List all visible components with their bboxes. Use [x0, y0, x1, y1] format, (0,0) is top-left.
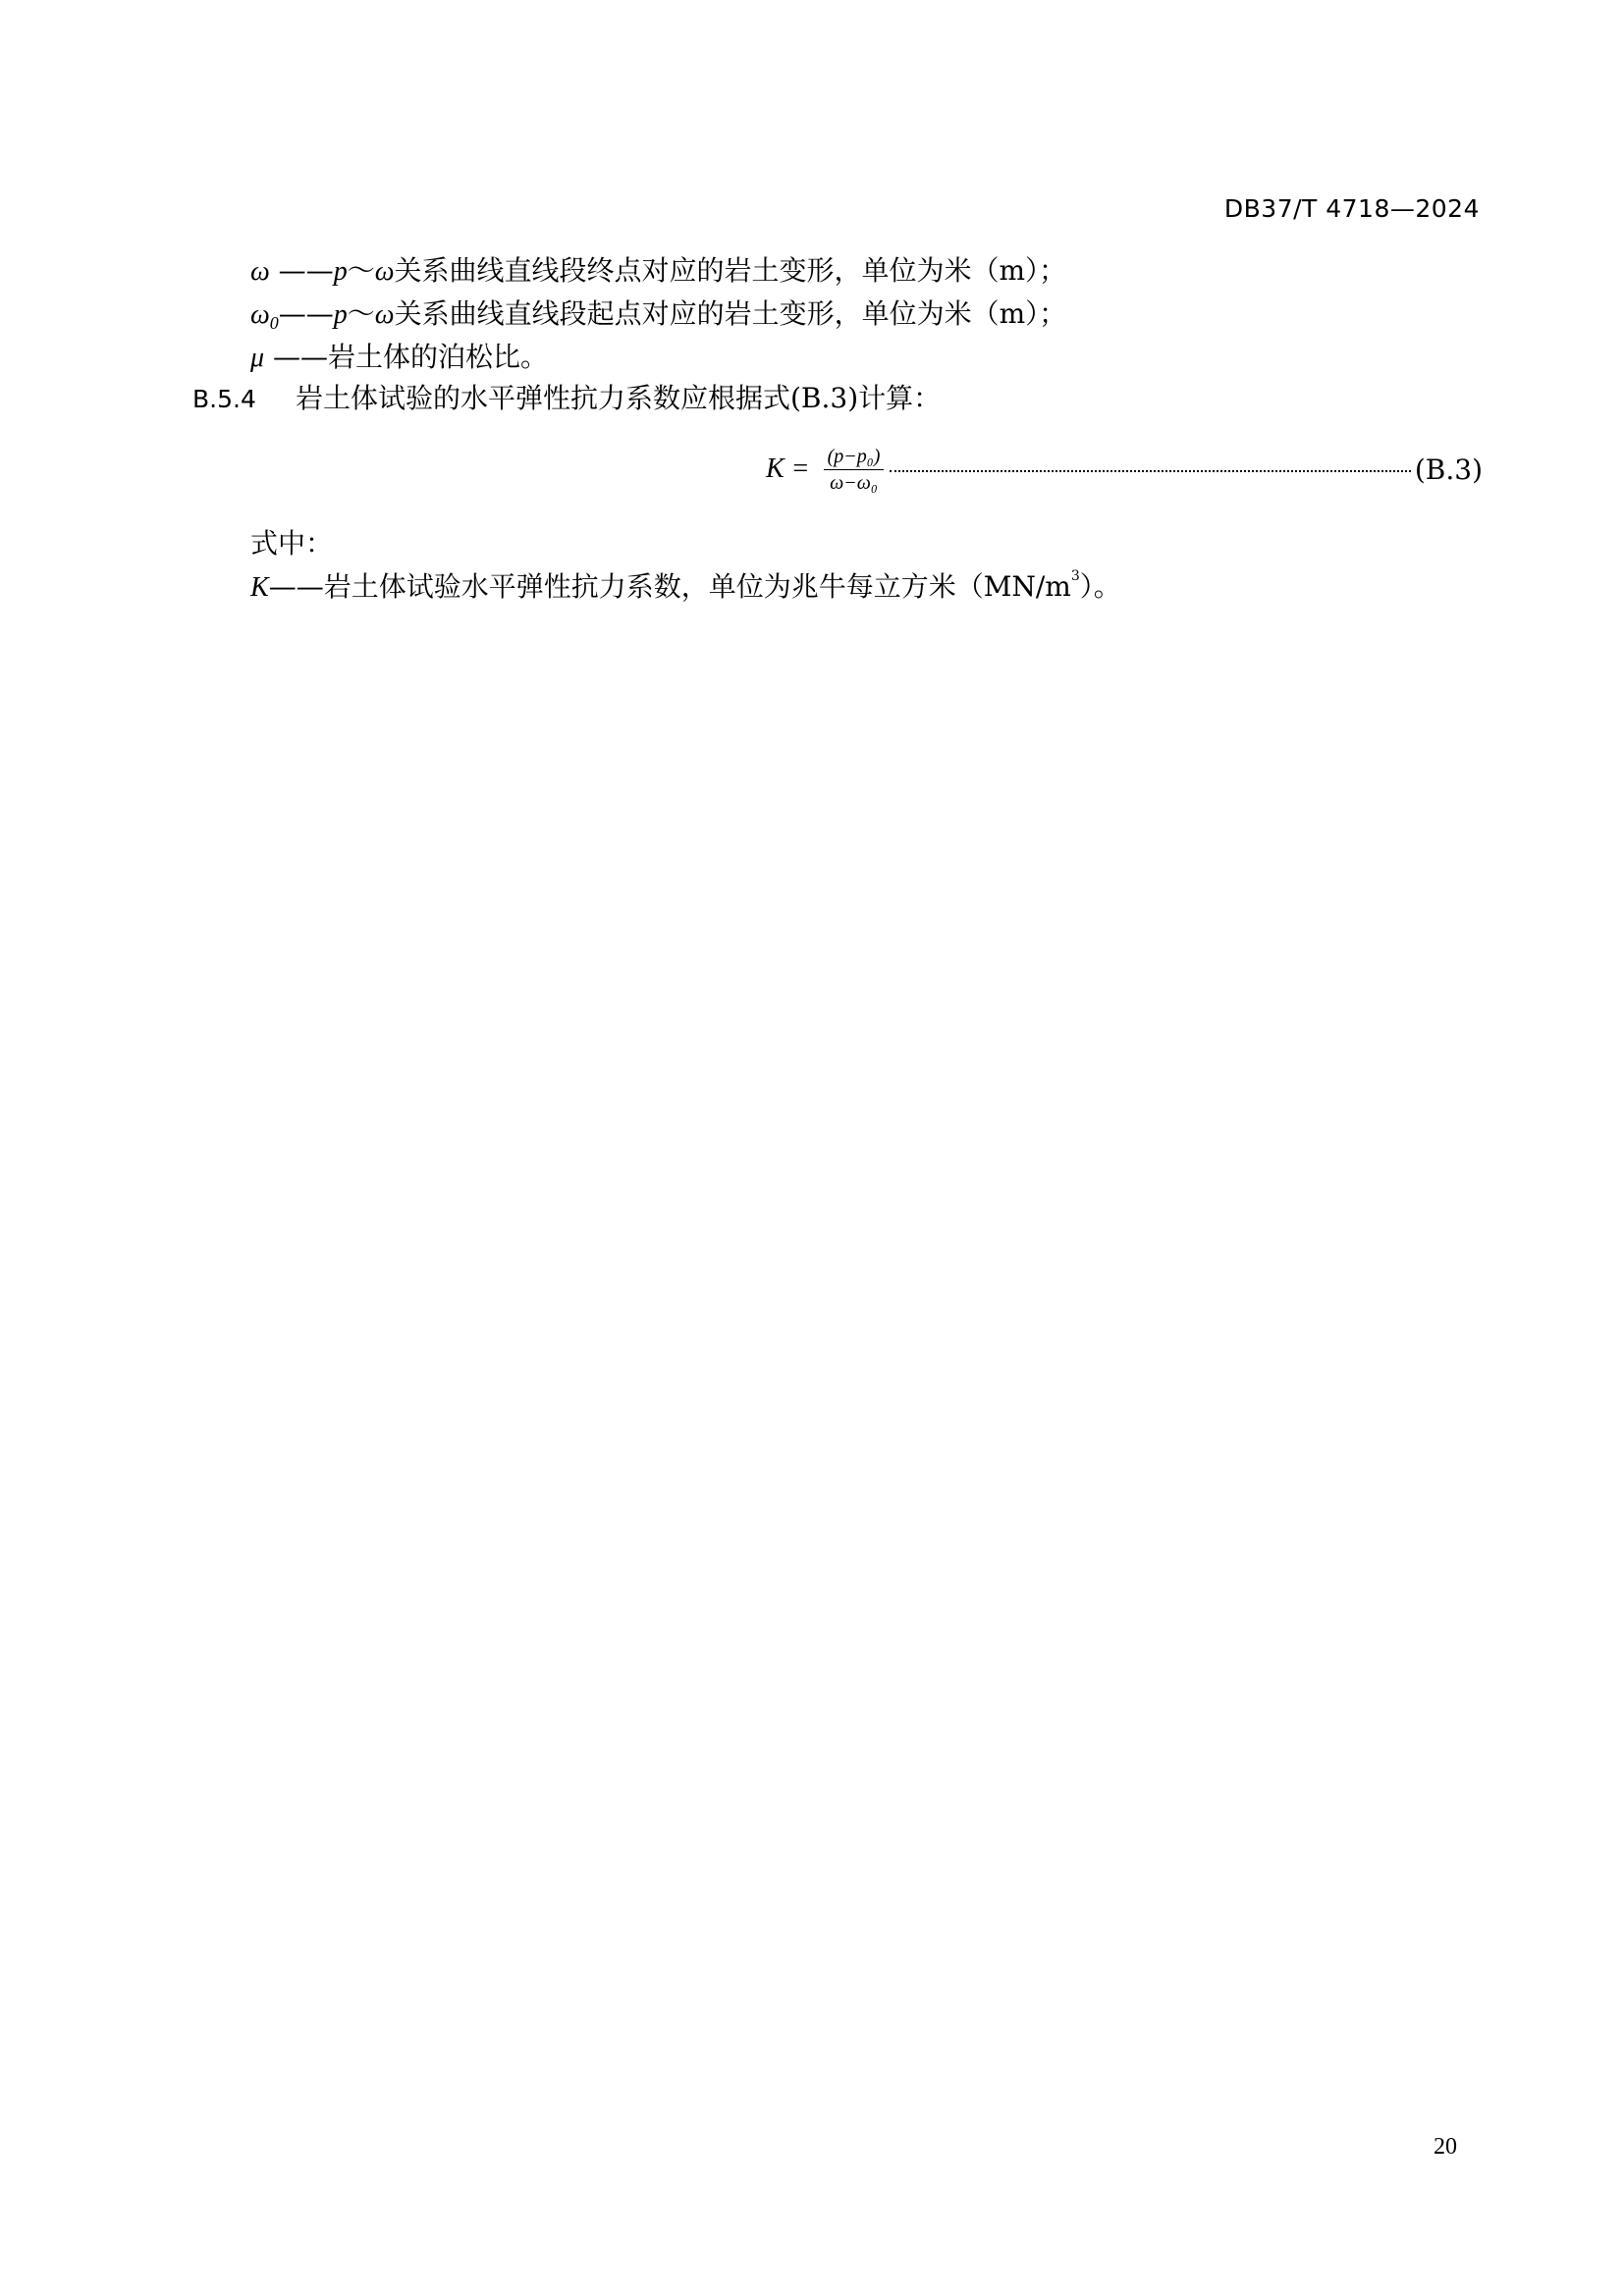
definition-text: 关系曲线直线段终点对应的岩土变形，单位为米（m）；: [394, 254, 1067, 287]
definition-omega-zero: [250, 297, 1067, 333]
definition-mu: [250, 341, 548, 373]
symbol-mu: μ: [250, 343, 265, 373]
dotted-leader: [890, 470, 1411, 472]
symbol-omega-inline: ω: [374, 299, 395, 330]
formula-numerator: (p−p₀): [824, 446, 885, 470]
symbol-k: K: [250, 572, 269, 603]
definition-tail: ）。: [1079, 570, 1121, 603]
unit-superscript: 3: [1070, 568, 1080, 584]
definition-text: 关系曲线直线段起点对应的岩土变形，单位为米（m）；: [394, 297, 1067, 330]
definition-text: 岩土体的泊松比。: [327, 341, 548, 373]
definition-omega: [250, 254, 1067, 287]
symbol-omega: ω: [250, 256, 270, 287]
formula-denominator: ω−ω₀: [830, 471, 878, 494]
tilde: ～: [347, 297, 375, 330]
definition-text: 岩土体试验水平弹性抗力系数，单位为兆牛每立方米（MN/m: [323, 570, 1071, 603]
clause-number: B.5.4: [192, 385, 256, 413]
definition-dash: ——: [268, 570, 324, 603]
formula-number: (B.3): [1414, 453, 1483, 486]
clause-b-5-4: [192, 382, 942, 414]
definition-dash: ——: [264, 341, 328, 373]
document-code: DB37/T 4718—2024: [1223, 194, 1480, 223]
formula-b-3: [766, 440, 1483, 499]
clause-text: 岩土体试验的水平弹性抗力系数应根据式(B.3)计算：: [296, 382, 942, 414]
definition-dash: ——: [278, 297, 334, 330]
formula-fraction: [824, 446, 885, 494]
page-number: 20: [1434, 2134, 1457, 2160]
where-label: 式中：: [250, 527, 334, 560]
definition-k: [250, 568, 1121, 603]
formula-lhs: K =: [766, 454, 810, 484]
symbol-omega: ω: [250, 299, 270, 330]
symbol-p: p: [333, 256, 348, 287]
symbol-p: p: [333, 299, 348, 330]
tilde: ～: [347, 254, 375, 287]
symbol-omega-inline: ω: [374, 256, 395, 287]
symbol-subscript: 0: [269, 313, 279, 333]
definition-dash: ——: [269, 254, 334, 287]
